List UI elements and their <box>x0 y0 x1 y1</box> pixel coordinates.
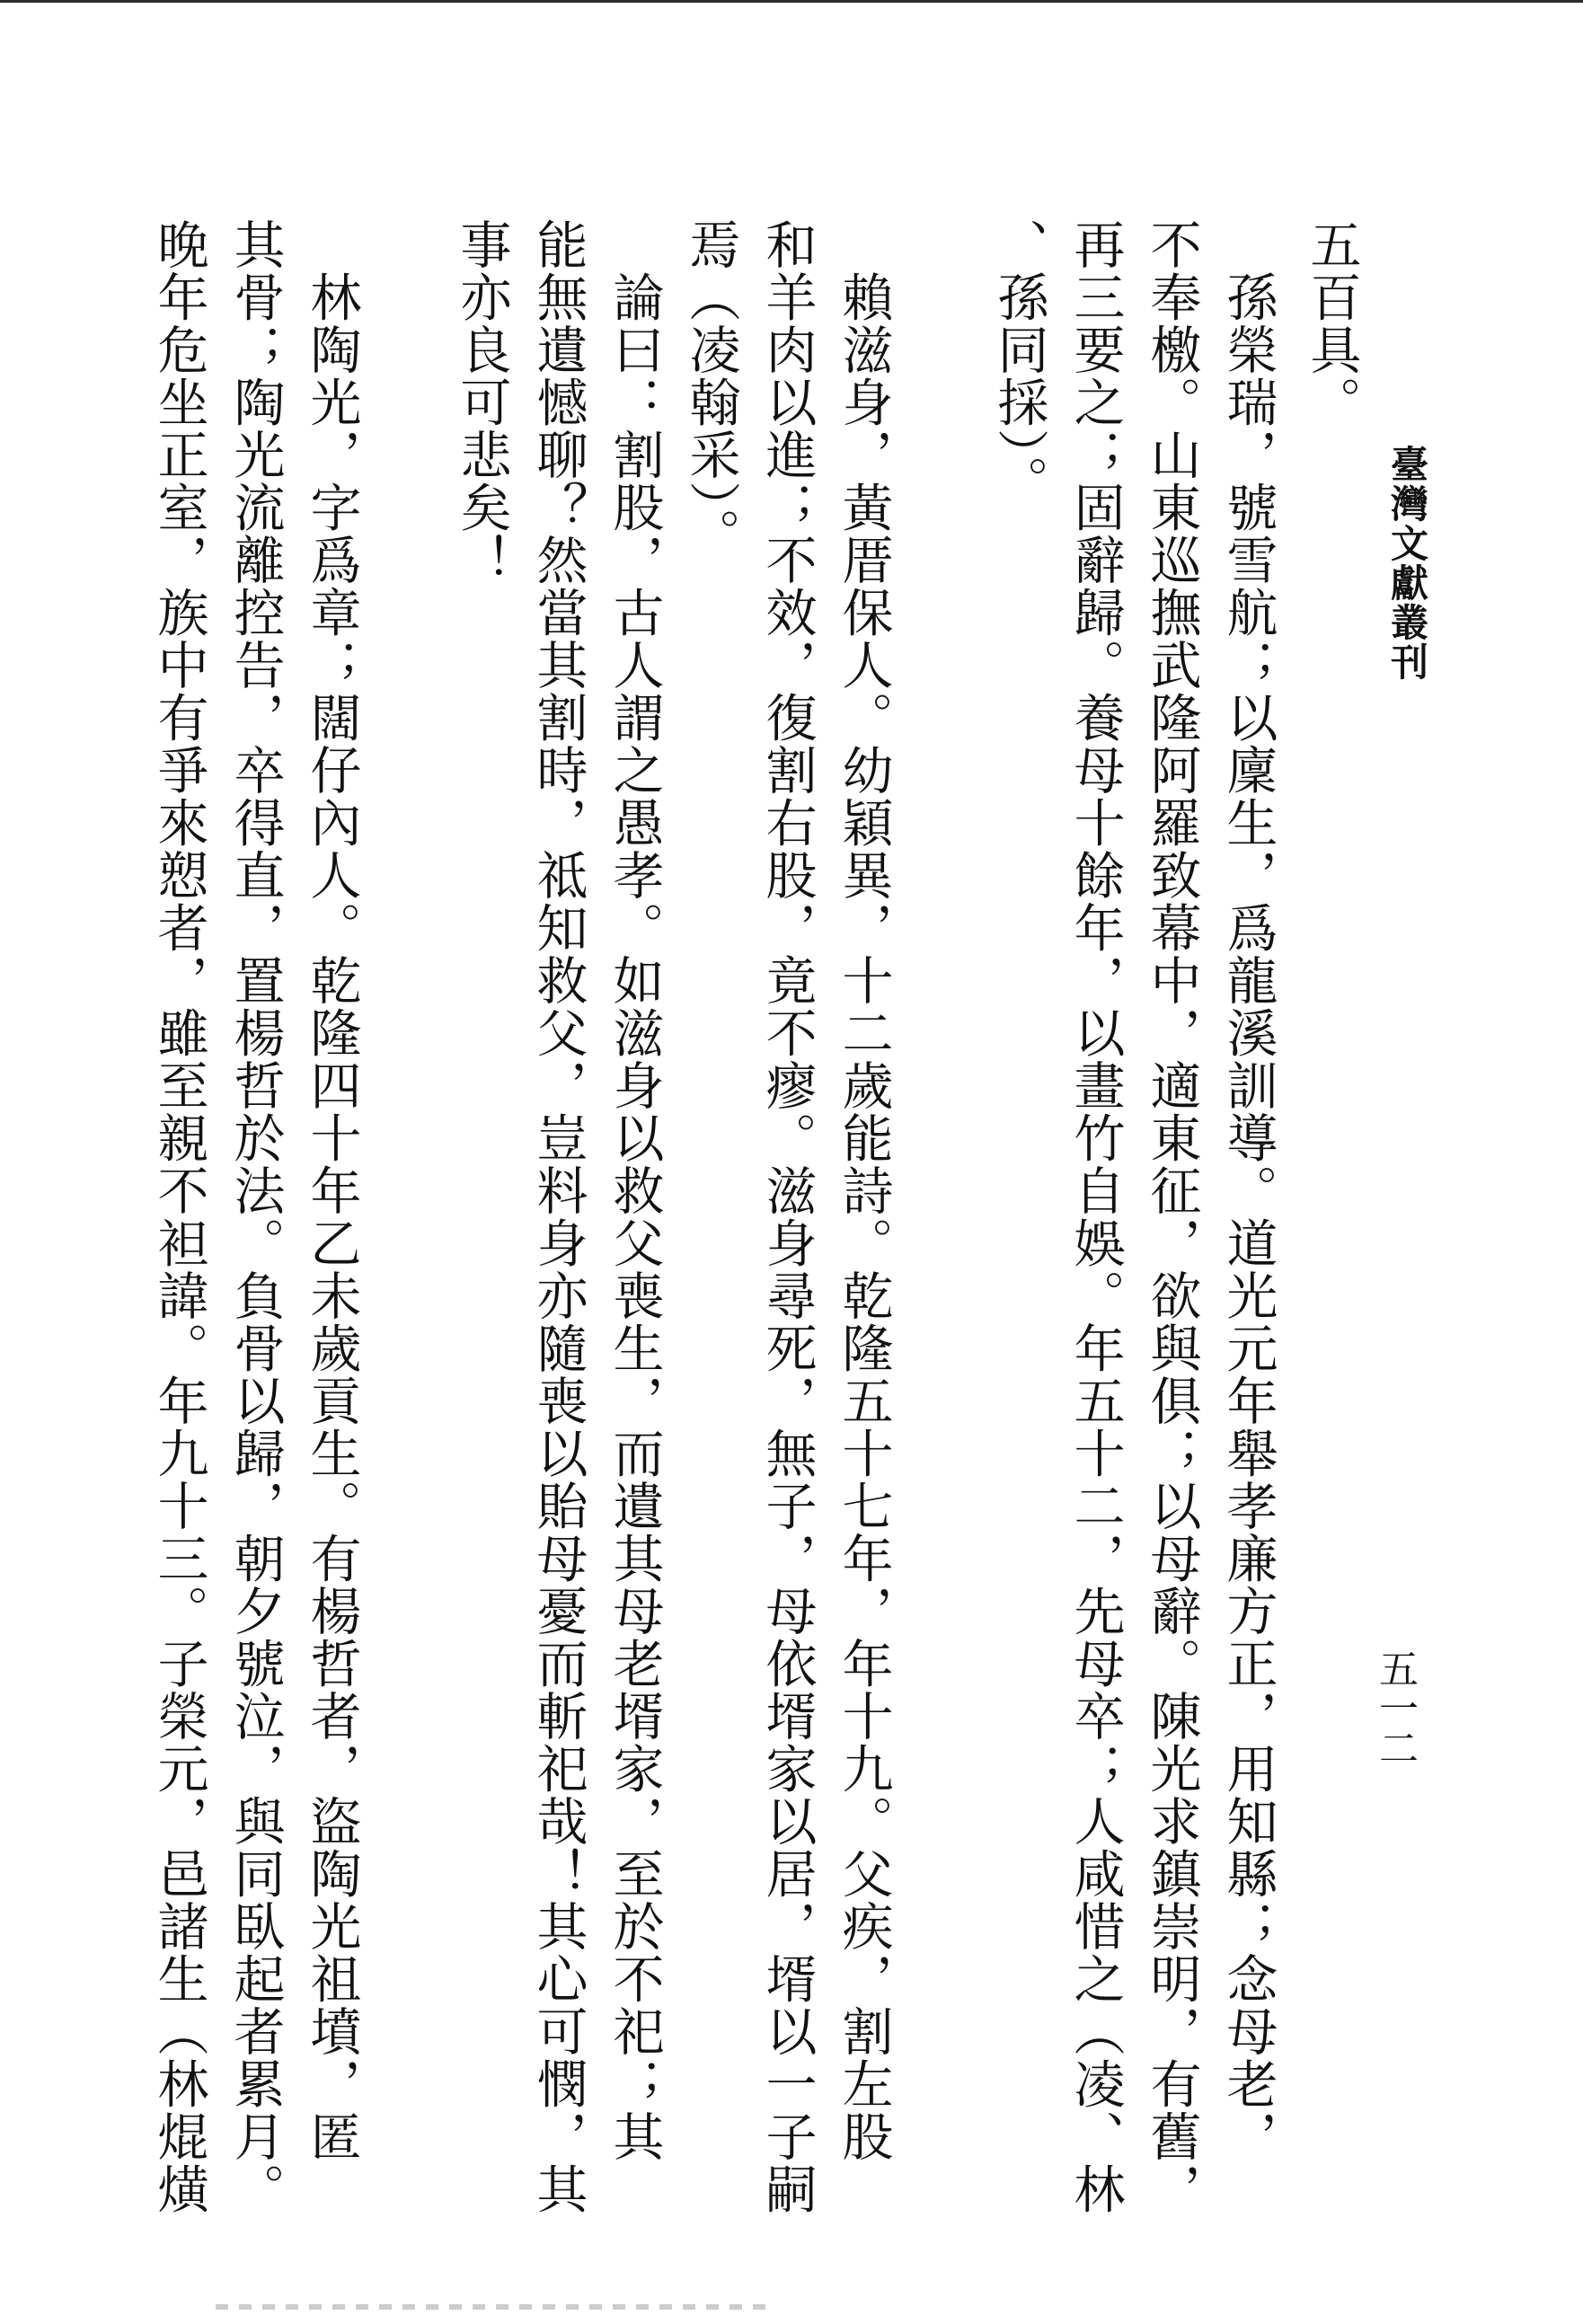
text-column: 再三要之；固辭歸。養母十餘年，以畫竹自娛。年五十二，先母卒；人咸惜之（凌、林 <box>1066 218 1125 2215</box>
text-column: 其骨；陶光流離控告，卒得直，置楊哲於法。負骨以歸，朝夕號泣，與同臥起者累月。 <box>226 218 285 2215</box>
running-header-title: 臺灣文獻叢刊 <box>1385 445 1429 682</box>
text-column: 晚年危坐正室，族中有爭來愬者，雖至親不袒諱。年九十三。子榮元，邑諸生（林焜熿 <box>149 218 208 2215</box>
text-column: 賴滋身，黃厝保人。幼穎異，十二歲能詩。乾隆五十七年，年十九。父疾，割左股 <box>834 218 893 2163</box>
scan-smudge <box>216 2304 773 2310</box>
text-column: 論曰：割股，古人謂之愚孝。如滋身以救父喪生，而遺其母老壻家，至於不祀；其 <box>605 218 664 2163</box>
text-column: 不奉檄。山東巡撫武隆阿羅致幕中，適東征，欲與俱；以母辭。陳光求鎮崇明，有舊， <box>1142 218 1201 2215</box>
text-column: 焉（凌翰采）。 <box>681 218 740 561</box>
top-border-line <box>0 0 1583 3</box>
text-column: 和羊肉以進；不效，復割右股，竟不瘳。滋身尋死，無子，母依壻家以居，壻以一子嗣 <box>757 218 817 2215</box>
text-column: 孫榮瑞，號雪航；以廩生，爲龍溪訓導。道光元年舉孝廉方正，用知縣；念母老， <box>1218 218 1278 2163</box>
text-column: 五百具。 <box>1302 218 1361 429</box>
page-number: 五一二 <box>1372 1648 1418 1767</box>
text-column: 能無遺憾聊？然當其割時，祗知救父，豈料身亦隨喪以貽母憂而斬祀哉！其心可憫，其 <box>528 218 588 2215</box>
text-column: 事亦良可悲矣！ <box>452 218 511 587</box>
text-column: 、孫同採）。 <box>989 218 1048 508</box>
text-column: 林陶光，字爲章；闊仔內人。乾隆四十年乙未歲貢生。有楊哲者，盜陶光祖墳，匿 <box>302 218 361 2163</box>
